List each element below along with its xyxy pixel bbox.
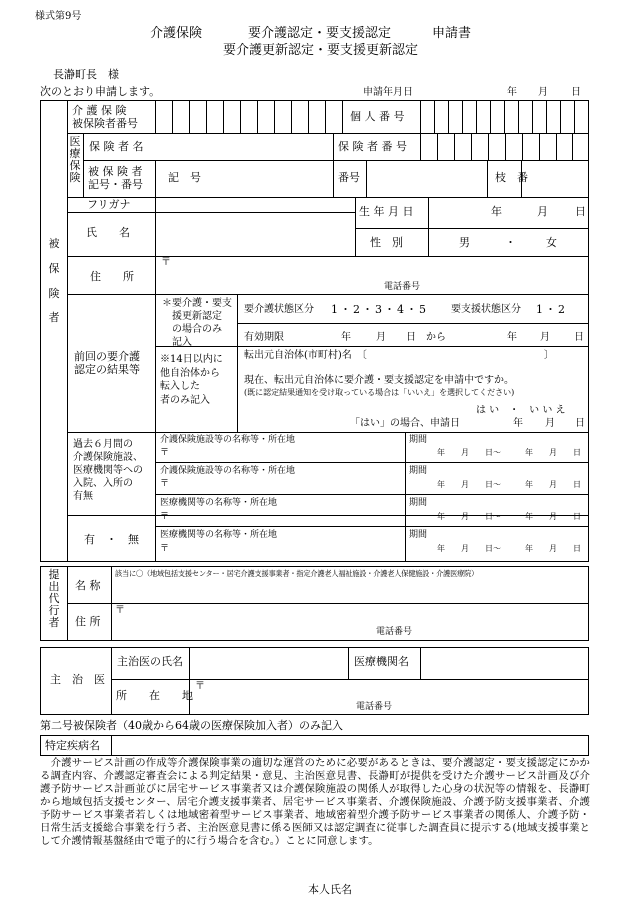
sex-male[interactable]: 男 — [459, 236, 470, 249]
facility-presence[interactable]: 有 ・ 無 — [84, 533, 139, 546]
consent-paragraph: 介護サービス計画の作成等介護保険事業の適切な運営のために必要があるときは、要介護認定・要支援認定にかかる調査内容、介護認定審査会による判定結果・意見、主治医意見書、長瀞町が提供を受けた介護サービス計画及び介護予防サービス計画並びに居宅サービス事業者又は介護保険施設の関係人が取得した心身の状況等の情報を、長瀞町から地域包括支援センター、居宅介護支援事業者、居宅サービス事業者、介護保険施設、介護予防支援事業者、介護予防サービス事業者若しくは地域密着型サービス事業者、地域密着型介護予防サービス事業者の関係人、介護予防・日常生活支援総合事業を行う者、主治医意見書に係る医師又は認定調査に従事した調査員に提示する(地域支援事業として介護情報基盤経由で電子的に行う場合を含む。）ことに同意します。 — [40, 757, 590, 847]
yes-day: 日 — [575, 418, 585, 429]
agent-applicable-type[interactable]: 該当に〇（地域包括支援センター・居宅介護支援事業者・指定介護老人福祉施設・介護老人保健施設・介護医療院） — [115, 569, 479, 578]
physician-phone-label: 電話番号 — [356, 702, 393, 712]
medical-facility-2-period: 期間 — [409, 530, 428, 540]
second-insured-title: 第二号被保険者（40歳から64歳の医療保険加入者）のみ記入 — [40, 719, 343, 732]
agent-section-label: 提出代行者 — [48, 568, 60, 630]
medical-facility-2-label: 医療機関等の名称等・所在地 — [160, 530, 278, 540]
transfer-note: ※14日以内に 他自治体から 転入した 者のみ記入 — [160, 354, 223, 406]
yes-month: 月 — [545, 418, 555, 429]
personal-number-label: 個 人 番 号 — [350, 110, 405, 123]
medical-facility-2-range: 年 月 日～ 年 月 日 — [437, 544, 581, 553]
previous-result-label: 前回の要介護 認定の結果等 — [74, 350, 140, 377]
care-facility-1-range: 年 月 日～ 年 月 日 — [437, 448, 581, 457]
intro-text: 次のとおり申請します。 — [40, 85, 161, 98]
yes-application-date-label: 「はい」の場合、申請日 — [350, 418, 460, 429]
validity-to-month: 月 — [540, 332, 550, 343]
medical-facility-1-postal: 〒 — [160, 512, 170, 522]
number-label: 番号 — [338, 171, 360, 184]
branch-label: 枝 番 — [495, 171, 528, 184]
application-year: 年 — [507, 87, 517, 98]
signature-label: 本人氏名 — [308, 883, 352, 896]
address-postal-mark: 〒 — [161, 257, 171, 268]
care-facility-1-label: 介護保険施設等の名称等・所在地 — [160, 435, 296, 445]
insurer-name-label: 保 険 者 名 — [89, 140, 144, 153]
physician-location-label: 所 在 地 — [116, 689, 193, 702]
sex-separator: ・ — [505, 236, 516, 249]
care-facility-2-postal: 〒 — [160, 479, 170, 489]
agent-postal-mark: 〒 — [115, 605, 125, 616]
specific-disease-label: 特定疾病名 — [45, 739, 100, 752]
renewal-note: ＊要介護・要支 援更新認定 の場合のみ 記入 — [162, 298, 232, 348]
application-day: 日 — [571, 87, 581, 98]
agent-phone-label: 電話番号 — [376, 627, 413, 637]
medical-facility-1-range: 年 月 日～ 年 月 日 — [437, 512, 581, 521]
validity-to-day: 日 — [574, 332, 584, 343]
care-facility-1-period: 期間 — [409, 435, 428, 445]
birth-day: 日 — [575, 205, 586, 218]
care-level-label: 要介護状態区分 — [244, 304, 314, 315]
agent-name-label: 名 称 — [75, 579, 101, 592]
medical-facility-2-postal: 〒 — [160, 544, 170, 554]
medical-facility-1-period: 期間 — [409, 498, 428, 508]
title-certification: 要介護認定・要支援認定 — [248, 26, 392, 41]
care-facility-2-period: 期間 — [409, 466, 428, 476]
insured-number-label: 介 護 保 険 被保険者番号 — [72, 104, 138, 131]
validity-from-word: から — [426, 332, 446, 343]
physician-name-label: 主治医の氏名 — [117, 655, 183, 668]
form-number: 様式第9号 — [35, 11, 82, 22]
validity-to-year: 年 — [507, 332, 517, 343]
care-facility-1-postal: 〒 — [160, 448, 170, 458]
care-levels[interactable]: 1・2・3・4・5 — [331, 303, 428, 316]
validity-label: 有効期限 — [244, 332, 284, 343]
transfer-city-label: 転出元自治体(市町村)名 〔 — [244, 350, 367, 361]
validity-from-day: 日 — [406, 332, 416, 343]
application-month: 月 — [538, 87, 548, 98]
name-label: 氏 名 — [86, 226, 130, 239]
sex-label: 性 別 — [370, 236, 403, 249]
birth-year: 年 — [491, 205, 502, 218]
mark-label: 記 号 — [168, 171, 201, 184]
addressee: 長瀞町長 様 — [53, 68, 119, 81]
care-facility-2-label: 介護保険施設等の名称等・所在地 — [160, 466, 296, 476]
support-levels[interactable]: 1・2 — [536, 303, 567, 316]
pending-question: 現在、転出元自治体に要介護・要支援認定を申請中ですか。 — [244, 375, 514, 386]
yes-year: 年 — [513, 418, 523, 429]
validity-from-month: 月 — [376, 332, 386, 343]
support-level-label: 要支援状態区分 — [451, 304, 521, 315]
care-facility-2-range: 年 月 日～ 年 月 日 — [437, 480, 581, 489]
address-label: 住 所 — [90, 270, 134, 283]
validity-from-year: 年 — [341, 332, 351, 343]
medical-insurance-label: 医療保険 — [69, 135, 81, 185]
pending-question-note: (既に認定結果通知を受け取っている場合は「いいえ」を選択してください) — [244, 388, 515, 397]
physician-section-label: 主 治 医 — [50, 673, 105, 686]
facility-history-label: 過去６月間の 介護保険施設、 医療機関等への 入院、入所の 有無 — [73, 439, 143, 502]
transfer-city-close: 〕 — [544, 350, 554, 361]
medical-facility-1-label: 医療機関等の名称等・所在地 — [160, 498, 278, 508]
application-date-label: 申請年月日 — [363, 87, 413, 98]
yes-no-choice[interactable]: は い ・ い い え — [476, 405, 566, 416]
physician-postal-mark: 〒 — [195, 681, 205, 692]
title-application: 申請書 — [432, 26, 472, 41]
insurer-number-label: 保 険 者 番 号 — [338, 140, 407, 153]
address-phone-label: 電話番号 — [384, 282, 421, 292]
sex-female[interactable]: 女 — [546, 236, 557, 249]
birth-month: 月 — [537, 205, 548, 218]
title-insurance: 介護保険 — [150, 26, 203, 41]
agent-address-label: 住 所 — [75, 615, 101, 628]
birth-date-label: 生 年 月 日 — [359, 205, 414, 218]
title-renewal: 要介護更新認定・要支援更新認定 — [223, 43, 419, 58]
insured-section-label: 被保険者 — [48, 237, 60, 325]
institution-name-label: 医療機関名 — [354, 655, 409, 668]
insured-mark-label: 被 保 険 者 記号・番号 — [88, 165, 143, 192]
furigana-label: フリガナ — [87, 198, 131, 211]
